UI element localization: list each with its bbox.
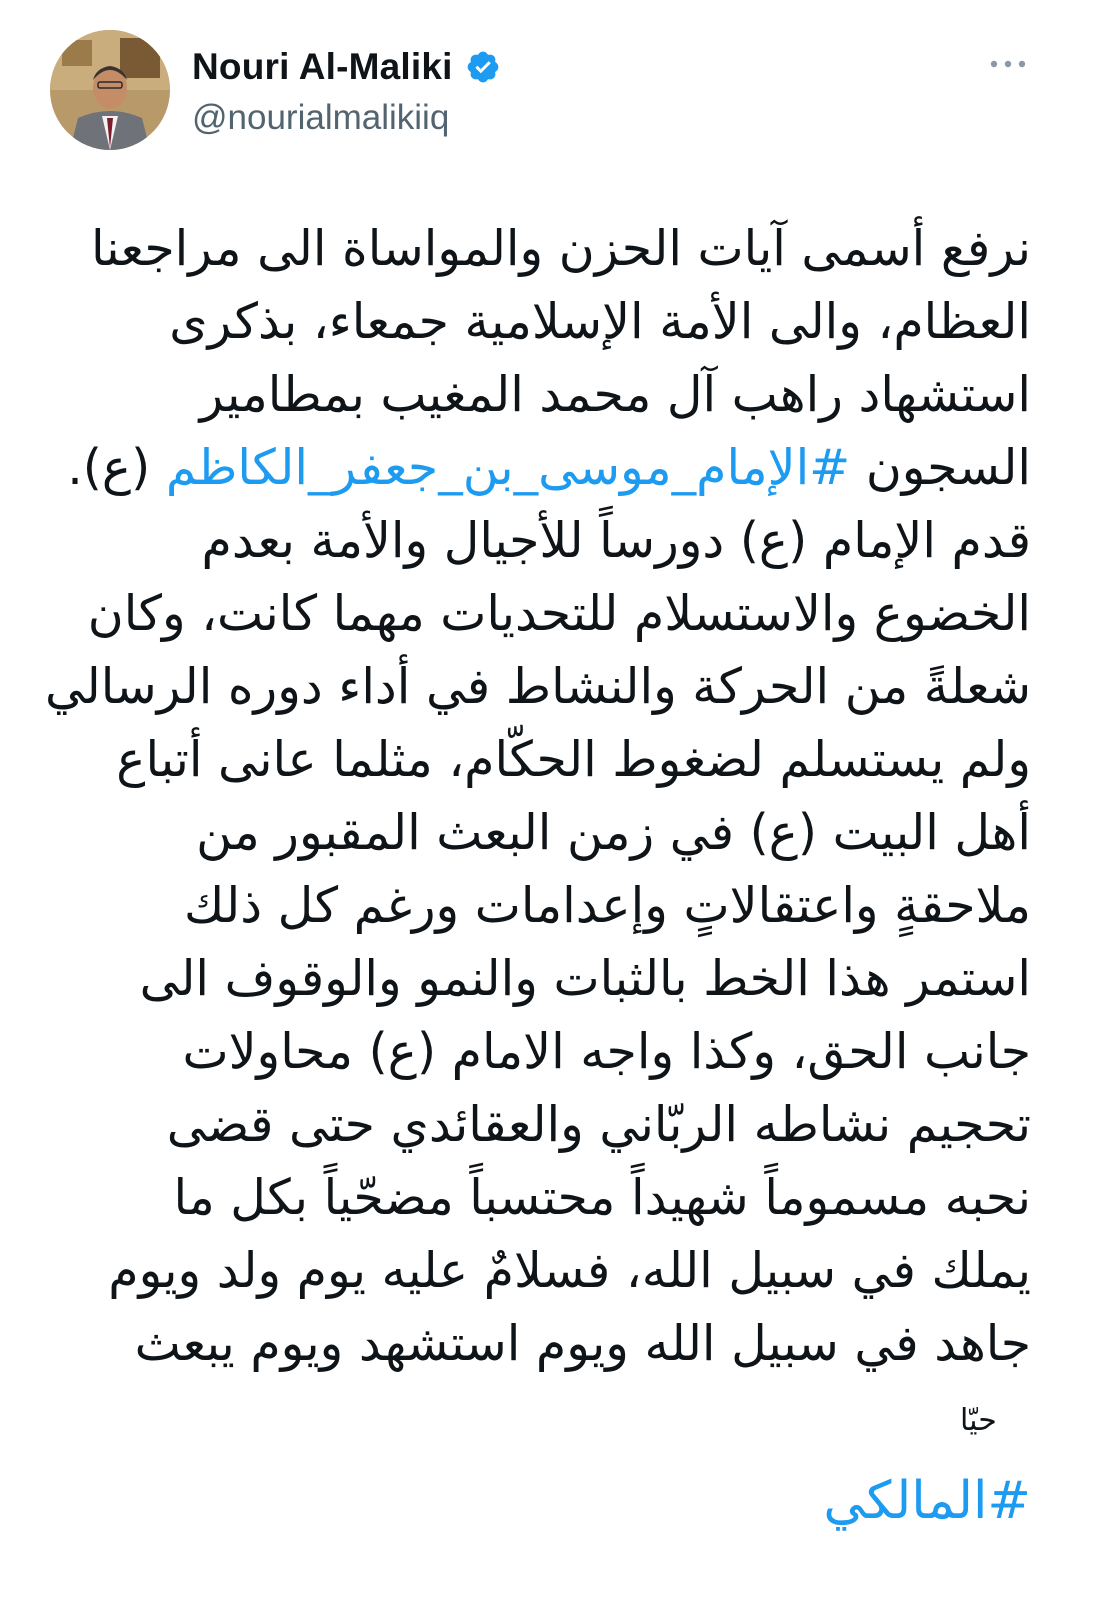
tweet-line: أهل البيت (ع) في زمن البعث المقبور من — [196, 804, 1031, 861]
tweet-line: استشهاد راهب آل محمد المغيب بمطامير — [199, 366, 1031, 423]
tweet-line: استمر هذا الخط بالثبات والنمو والوقوف الى — [139, 950, 1031, 1007]
tweet-line: السجون — [865, 439, 1031, 496]
avatar[interactable] — [50, 30, 170, 150]
tweet-line: يملك في سبيل الله، فسلامٌ عليه يوم ولد ويوم — [108, 1242, 1031, 1299]
inline-hashtag-link[interactable]: #الإمام_موسى_بن_جعفر_الكاظم — [165, 439, 851, 496]
tweet-line-with-hashtag — [50, 431, 1031, 504]
display-name[interactable]: Nouri Al-Maliki — [192, 46, 453, 87]
tweet-line: العظام، والى الأمة الإسلامية جمعاء، بذكرى — [169, 293, 1031, 350]
verified-badge-icon — [465, 49, 501, 85]
hashtag-suffix: (ع). — [67, 439, 166, 496]
tweet-line: تحجيم نشاطه الربّاني والعقائدي حتى قضى — [166, 1096, 1031, 1153]
avatar-image — [50, 30, 170, 150]
tweet-header — [50, 30, 1050, 155]
tweet-line: جانب الحق، وكذا واجه الامام (ع) محاولات — [182, 1023, 1031, 1080]
tweet-line: قدم الإمام (ع) دورساً للأجيال والأمة بعدم — [201, 512, 1031, 569]
tweet-line: نرفع أسمى آيات الحزن والمواساة الى مراجعنا — [90, 220, 1031, 277]
tweet-line: نحبه مسموماً شهيداً محتسباً مضحّياً بكل ما — [173, 1169, 1031, 1226]
footer-hashtag-link[interactable]: #المالكي — [823, 1471, 1031, 1531]
tweet-line: ولم يستسلم لضغوط الحكّام، مثلما عانى أتباع — [116, 731, 1031, 788]
tweet-line: ملاحقةٍ واعتقالاتٍ وإعدامات ورغم كل ذلك — [184, 877, 1031, 934]
tweet-trailing-word: حيّا — [960, 1403, 997, 1438]
user-handle[interactable]: @nourialmalikiiq — [192, 98, 450, 137]
more-options-icon[interactable] — [988, 56, 1028, 72]
name-row — [192, 44, 501, 90]
tweet-line: جاهد في سبيل الله ويوم استشهد ويوم يبعث — [134, 1315, 1031, 1372]
tweet-line: الخضوع والاستسلام للتحديات مهما كانت، وكان — [87, 585, 1031, 642]
tweet-line: شعلةً من الحركة والنشاط في أداء دوره الرسالي — [44, 658, 1031, 715]
tweet-text — [44, 212, 1031, 1380]
